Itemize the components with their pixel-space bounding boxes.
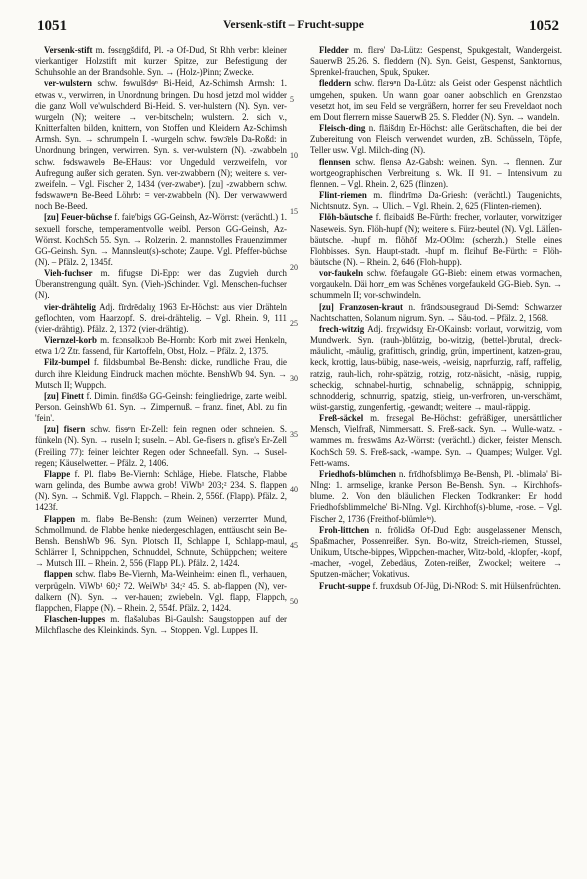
dictionary-entry <box>35 78 287 212</box>
entry-headword: Viernzel-korb <box>44 335 97 346</box>
entry-body: f. flɛibaidš Be-Fürth: frecher, vorlauter, vorwitziger Naseweis. Syn. Flöh-hupf (N); weitere s. Fürz-beutel (N). Vgl. Lälĺen-bäutsche. -hupf m. flöhōf Mz-OOlm: (scherzh.) Stelle eines Flohbisses. Syn. Haupt-stadt. -hupf m. flɛihuf Be-Fürth: = Flöh-bäutsche (N). – Rhein. 2, 646 (Floh-hupp). <box>310 212 562 267</box>
page-number-right: 1052 <box>529 18 559 34</box>
line-marker: 50 <box>290 597 298 606</box>
entry-headword: Flappe <box>44 468 71 479</box>
dictionary-entry <box>35 335 287 357</box>
dictionary-entry <box>35 469 287 514</box>
entry-headword: Flappen <box>44 513 76 524</box>
line-marker: 40 <box>290 485 298 494</box>
line-marker: 5 <box>290 95 294 104</box>
entry-headword: Fleisch-ding <box>319 123 366 134</box>
entry-headword: Flaschen-luppes <box>44 613 106 624</box>
entry-body: f. Pl. flabɘ Be-Viernh: Schläge, Hiebe. Flatsche, Flabbe warn gelinda, des Bumbe awwa grob! ViWb¹ 203;² 234. S. flappen (N). Syn. → Schmiß. Vgl. Flappch. – Rhein. 2, 556f. (Flapp). Pfälz. 2, 1423f. <box>35 468 287 513</box>
entry-headword: [zu] Franzosen-kraut <box>319 301 403 312</box>
entry-headword: Vieh-fuchser <box>44 268 93 279</box>
entry-body: m. fifugsɐ Di-Epp: wer das Zugvieh durch Überanstrengung quält. Syn. (Vieh-)Schinder. Vgl. Menschen-fuchser (N). <box>35 268 287 301</box>
dictionary-entry <box>35 45 287 78</box>
dictionary-entry <box>310 581 562 592</box>
dictionary-entry <box>310 324 562 413</box>
entry-body: schw. fōɐfaugəlɐ GG-Bieb: einem etwas vormachen, vorgaukeln. Däi horr_em was Schënes vorgefaukeld GG-Bieb. Syn. → schummeln II; vor-schwindeln. <box>310 268 562 301</box>
entry-body: m. fɘsɛŋgšdifd, Pl. -ə Of-Dud, St Rhh verbr: kleiner vierkantiger Holzstift mit kurzer Spitze, zur Befestigung der Schuhsohle an der Brandsohle. Syn. → (Holz-)Pinn; Zwecke. <box>35 45 287 78</box>
entry-headword: Fledder <box>319 45 349 55</box>
entry-body: n. frōlidšə Of-Dud Egb: ausgelassener Mensch, Spaßmacher, Possenreißer. Syn. Bo-witz, Streich-riemen, Stussel, Unikum, Utsche-bippes, Wippchen-macher, Witz-bold, -klopfer, -kopf, -macher, -vogel, Zebedäus, Zoten-reißer, Zwockel; weitere → Sputzen-mächer; Vokativus. <box>310 524 562 580</box>
entry-headword: Flint-riemen <box>319 190 367 201</box>
entry-headword: Friedhofs-blümchen <box>319 468 396 479</box>
dictionary-entry <box>35 514 287 570</box>
entry-headword: vier-drähtelig <box>44 301 96 312</box>
entry-body: m. flabɘ Be-Bensh: (zum Weinen) verzerrter Mund, Schmollmund. de Flabbe henke niedergeschlagen, enttäuscht sein Be-Bensh. BenshWb 96. Syn. Plotsch II, Schlappe I, Schlapp-maul, Schlärrer I, Schnippchen, Schnuddel, Schnute, Schüppchen; weitere → Mutsch III. – Rhein. 2, 556 (Flapp PL). Pfälz. 2, 1424. <box>35 513 287 569</box>
entry-body: f. Dimin. finɛ̄dšə GG-Geinsh: feingliedrige, zarte weibl. Person. GeinshWb 61. Syn. → Zimpernuß. – franz. finet, Abl. zu fin 'fein'. <box>35 390 287 424</box>
entry-headword: ver-wulstern <box>44 78 92 89</box>
entry-body: m. fɛɔnsəlkɔɔb Be-Hornb: Korb mit zwei Henkeln, etwa 1/2 Ztr. fassend, für Kartoffeln, Obst, Holz. – Pfälz. 2, 1375. <box>35 335 287 357</box>
dictionary-entry <box>310 157 562 190</box>
entry-body: m. flɛrɘ' Da-Lütz: Gespenst, Spukgestalt, Wandergeist. SauerwB 25.26. S. fleddern (N). Syn. Geist, Gespenst, Sanktornus, Sprenkel-frauchen, Spuk, Spuker. <box>310 45 562 78</box>
entry-body: schw. flabɘ Be-Viernh, Ma-Weinheim: einen fl., verhauen, verprügeln. ViWb¹ 60;² 72. WeiWb¹ 34;² 45. S. ab-flappen (N), ver-dalkern (N). Syn. → ver-hauen; zwiebeln. Vgl. flapp, Flappch, flappchen, Flappe (N). – Rhein. 2, 554f. Pfälz. 2, 1424. <box>35 569 287 613</box>
dictionary-entry <box>310 268 562 301</box>
entry-body: schw. fisɘⁿn Er-Zell: fein regnen oder schneien. S. fünkeln (N). Syn. → ruseln I; suseln. – Abl. Ge-fisers n. gfisɐ's Er-Zell (Freiling 77): feiner leichter Regen oder Schneefall. Syn. → Susel-regen; Käuselwetter. – Pfälz. 2, 1406. <box>35 424 287 468</box>
entry-headword: [zu] Feuer-büchse <box>44 212 113 223</box>
line-marker: 35 <box>290 430 298 439</box>
dictionary-entry <box>35 569 287 614</box>
entry-headword: Versenk-stift <box>44 45 93 55</box>
dictionary-entry <box>35 268 287 301</box>
left-column <box>35 45 287 636</box>
entry-headword: flennsen <box>319 156 351 167</box>
dictionary-entry <box>310 302 562 324</box>
dictionary-entry <box>310 123 562 156</box>
dictionary-entry <box>310 78 562 123</box>
entry-headword: frech-witzig <box>319 323 365 334</box>
line-marker: 45 <box>290 541 298 550</box>
dictionary-entry <box>35 391 287 424</box>
entry-headword: Flöh-bäutsche <box>319 212 373 223</box>
dictionary-entry <box>35 302 287 335</box>
dictionary-entry <box>310 469 562 525</box>
dictionary-entry <box>310 212 562 268</box>
entry-headword: [zu] Finett <box>44 390 84 401</box>
dictionary-entry <box>310 45 562 78</box>
entry-body: schw. fɘwulšdɘⁿ Bi-Heid, Az-Schimsh Armsh: 1. etwas v., verwirren, in Unordnung bringen. Du hosd jetzd mol widder die ganz Woll ve'wulschderd Bi-Heid. S. ver-hulstern (N). Syn. ver-wurgeln (N); weitere → ver-bitscheln; wulstern. 2. sich v., Knitterfalten bilden, knittern, von Stoffen und Kleidern Az-Schimsh Armsh. Syn. → schrumpeln I. -wurgeln schw. fɘwɔ̄ɐlɘ Da-Roßd: in Unordnung bringen, verwirren. Syn. s. ver-wulstern (N). -zwabbeln schw. fɘdswawɐlɘ Be-EHaus: vor Ungeduld verzweifeln, vor Aufregung außer sich geraten. Syn. ver-zwabbern (N); weitere s. ver-zweifeln. – Vgl. Fischer 2, 1434 (ver-zwabeⁿ). [zu] -zwabbern schw. fɘdswawɐⁿn Be-Beed Löhrb: = ver-zwabbeln (N). Der verwawwerd noch Be-Beed. <box>35 78 287 212</box>
entry-body: Adj. frɛχwidsɪχ Er-OKainsb: vorlaut, vorwitzig, vom Mundwerk. Syn. (rauh-)blützig, bo-witzig, (bettel-)brutal, dreck-mäulicht, -mäulig, grafittisch, grindig, grün, impertinent, katzen-grau, keck, krottig, laus-bübig, nase-weis, -weisig, naprfurzig, raff, raffelig, ratzig, rauh-lich, rohr-spätzig, rotzig, rotz-näsicht, -näsig, ruppig, scheckig, schnabel-hurtig, schnabelig, schnäppig, schnippig, schnodderig, schnurrig, spatzig, stieig, un-verfroren, un-verschämt, wüst-garstig, zungenfertig, -gewandt; weitere → maul-räppig. <box>310 323 562 412</box>
entry-body: f. fildsbumbəl Be-Bensh: dicke, rundliche Frau, die durch ihre Kleidung Eindruck machen möchte. BenshWb 94. Syn. → Mutsch II; Wuppch. <box>35 357 287 390</box>
entry-headword: vor-faukeln <box>319 268 364 279</box>
dictionary-entry <box>35 424 287 469</box>
page-number-left: 1051 <box>37 18 67 34</box>
entry-body: n. flāišdɪŋ Er-Höchst: alle Gerätschaften, die bei der Zubereitung von Fleisch verwendet wurden, zB. Schüsseln, Töpfe, Teller usw. Vgl. Milch-ding (N). <box>310 123 562 156</box>
line-marker: 30 <box>290 374 298 383</box>
line-marker: 10 <box>290 151 298 160</box>
entry-body: f. faiɐ'bigs GG-Geinsh, Az-Wörrst: (verächtl.) 1. sexuell forsche, temperamentvolle weibl. Person GG-Geinsh, Az-Wörrst. KochSch 55. Syn. → Rolzerin. 2. mannstolles Frauenzimmer GG-Geinsh. Syn. → Mannsleut(s)-schote; Zaupe. Vgl. Pfeffer-büchse (N). – Pfälz. 2, 1345f. <box>35 212 287 267</box>
entry-body: Adj. fīrdrēdəlɪχ 1963 Er-Höchst: aus vier Drähteln geflochten, vom Haarzopf. S. drei-drähtelig. – Vgl. Rhein. 9, 111 (vier-drähtig). Pfälz. 2, 1372 (vier-drähtig). <box>35 301 287 334</box>
entry-body: f. fruxdsub Of-Jüg, Di-NRod: S. mit Hülsenfrüchten. <box>370 580 561 591</box>
entry-body: m. flindrīmə Da-Griesh: (verächtl.) Taugenichts, Nichtsnutz. Syn. → Ulich. – Vgl. Rhein. 2, 625 (Flinten-riemen). <box>310 190 562 212</box>
entry-body: n. frāndsɔusɐgraud Di-Semd: Schwarzer Nachtschatten, Solanum nigrum. Syn. → Säu-tod. – Pfälz. 2, 1568. <box>310 301 562 323</box>
page-title: Versenk-stift – Frucht-suppe <box>223 19 364 31</box>
entry-body: m. frɛsegəl Be-Höchst: gefräßiger, unersättlicher Mensch, Vielfraß, Nimmersatt. S. Freß-sack. Syn. → Wulle-watz. -wammes m. frɛswāms Az-Wörrst: (verächtl.) dicker, feister Mensch. KochSch 59. S. Freß-sack, -wampe. Syn. → Quampes; Wulger. Vgl. Fett-wams. <box>310 413 562 468</box>
dictionary-entry <box>310 190 562 212</box>
entry-headword: fleddern <box>319 78 352 89</box>
entry-headword: [zu] fisern <box>44 424 86 435</box>
line-marker: 25 <box>290 319 298 328</box>
entry-headword: Freß-säckel <box>319 413 364 424</box>
line-marker: 15 <box>290 207 298 216</box>
entry-headword: Froh-littchen <box>319 524 370 535</box>
dictionary-entry <box>310 413 562 469</box>
entry-headword: flappen <box>44 569 73 580</box>
entry-body: schw. flɛrɘⁿn Da-Lütz: als Geist oder Gespenst nächtlich umgehen, spuken. Un wann goar oaner aobschlich en Grenzstao vesetzt hot, im seu Feld se vergräßern, horrer fer seu Freveldaot noch em Dout flerrern misse SauerwB 25. S. Fledder (N). Syn. → wandeln. <box>310 78 562 122</box>
right-column <box>310 45 562 592</box>
line-marker: 20 <box>290 263 298 272</box>
entry-body: m. flašəlubəs Bi-Gaulsh: Saugstoppen auf der Milchflasche des Kleinkinds. Syn. → Stoppen. Vgl. Luppes II. <box>35 613 287 636</box>
entry-headword: Frucht-suppe <box>319 580 371 591</box>
dictionary-entry <box>35 614 287 636</box>
dictionary-entry <box>35 357 287 390</box>
dictionary-entry <box>35 212 287 268</box>
entry-body: schw. flensə Az-Gabsh: weinen. Syn. → flennen. Zur wortgeographischen Verbreitung s. Wk. II 91. – Intensivum zu flennen. – Vgl. Rhein. 2, 625 (flinzen). <box>310 156 562 189</box>
entry-headword: Filz-bumpel <box>44 357 90 368</box>
page-header <box>0 18 587 38</box>
entry-body: n. frīdhofsblimχə Be-Bensh, Pl. -blimələ' Bi-NIng: 1. armselige, kranke Person Be-Bensh. Syn. → Kirchhofs-blume. 2. Von den bläulichen Flecken Todkranker: Er hodd Friedhofsblimmelche' Bi-NIng. Vgl. Kirchhof(s)-blume, -rose. – Vgl. Fischer 2, 1736 (Freithof-blümleⁱⁿ). <box>310 468 562 524</box>
dictionary-entry <box>310 525 562 581</box>
